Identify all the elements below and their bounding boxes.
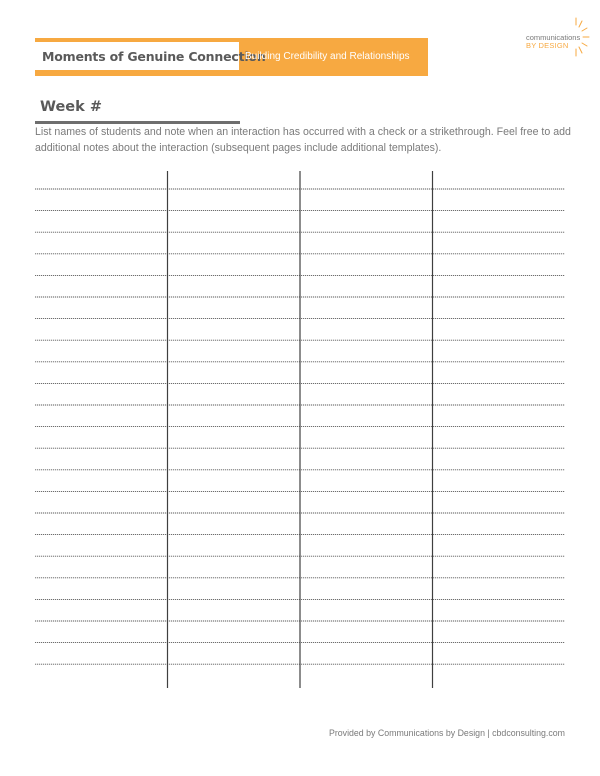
page-title: Moments of Genuine Connection <box>42 48 266 64</box>
page-subtitle: Building Credibility and Relationships <box>245 51 410 62</box>
header-title-box <box>35 42 266 70</box>
week-heading: Week # <box>40 99 102 115</box>
footer-credit: Provided by Communications by Design | cbdconsulting.com <box>328 728 565 738</box>
logo-text-line2: BY DESIGN <box>526 41 569 50</box>
instructions-text: List names of students and note when an interaction has occurred with a check or a strikethrough. Feel free to add additional notes about the interaction (subsequent pages include additional templates). <box>35 126 571 154</box>
logo-text-line1: communications <box>526 33 581 42</box>
logo <box>520 16 590 64</box>
